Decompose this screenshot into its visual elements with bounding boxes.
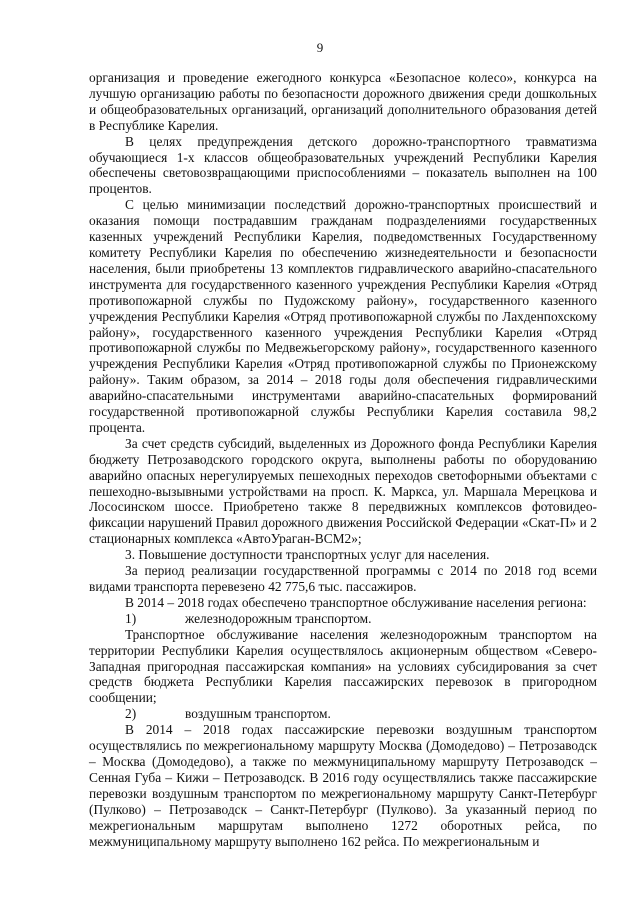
paragraph-continuation: организация и проведение ежегодного конкурса «Безопасное колесо», конкурса на лучшую организацию работы по безопасности дорожного движения среди дошкольных и общеобразовательных организаций, организаций дополнительного образования детей в Республике Карелия. <box>89 70 597 133</box>
list-number: 2) <box>125 706 137 722</box>
list-text: воздушным транспортом. <box>185 706 331 722</box>
list-item-air <box>89 706 597 722</box>
paragraph-passengers-total: За период реализации государственной программы с 2014 по 2018 год всеми видами транспорта перевезено 42 775,6 тыс. пассажиров. <box>89 563 597 594</box>
paragraph-traffic-lights: За счет средств субсидий, выделенных из Дорожного фонда Республики Карелия бюджету Петрозаводского городского округа, выполнены работы по оборудованию аварийно опасных нерегулируемых пешеходных переходов светофорными объектами с пешеходно-вызывными устройствами на просп. К. Маркса, ул. Маршала Мерецкова и Лососинском шоссе. Приобретено также 8 передвижных комплексов фотовидео-фиксации нарушений Правил дорожного движения Российской Федерации «Скат-П» и 2 стационарных комплекса «АвтоУраган-ВСМ2»; <box>89 435 597 547</box>
paragraph-air-service: В 2014 – 2018 годах пассажирские перевозки воздушным транспортом осуществлялись по межрегиональному маршруту Москва (Домодедово) – Петрозаводск – Москва (Домодедово), а также по межмуниципальному маршруту Петрозаводск – Сенная Губа – Кижи – Петрозаводск. В 2016 году осуществлялись также пассажирские перевозки воздушным транспортом по межрегиональному маршруту Санкт-Петербург (Пулково) – Петрозаводск – Санкт-Петербург (Пулково). За указанный период по межрегиональным маршрутам выполнено 1272 оборотных рейса, по межмуниципальному маршруту выполнено 162 рейса. По межрегиональным и <box>89 722 597 849</box>
list-number: 1) <box>125 610 137 626</box>
page-number: 9 <box>316 40 324 55</box>
paragraph-section-heading: 3. Повышение доступности транспортных услуг для населения. <box>125 547 490 563</box>
list-item-railway <box>89 611 597 627</box>
paragraph-light-reflectors: В целях предупреждения детского дорожно-транспортного травматизма обучающиеся 1-х классов общеобразовательных учреждений Республики Карелия обеспечены световозвращающими приспособлениями – показатель выполнен на 100 процентов. <box>89 133 597 197</box>
document-body <box>89 70 597 849</box>
paragraph-railway-service: Транспортное обслуживание населения железнодорожным транспортом на территории Республики Карелия осуществлялось акционерным обществом «Северо-Западная пригородная пассажирская компания» на условиях субсидирования за счет средств бюджета Республики Карелия пассажирских перевозок в пригородном сообщении; <box>89 626 597 706</box>
list-text: железнодорожным транспортом. <box>185 610 372 626</box>
paragraph-transport-service: В 2014 – 2018 годах обеспечено транспортное обслуживание населения региона: <box>125 594 587 610</box>
paragraph-rescue-equipment: С целью минимизации последствий дорожно-транспортных происшествий и оказания помощи пострадавшим гражданам подразделениями государственных казенных учреждений Республики Карелия, подведомственных Государственному комитету Республики Карелия по обеспечению жизнедеятельности и безопасности населения, были приобретены 13 комплектов гидравлического аварийно-спасательного инструмента для государственного казенного учреждения Республики Карелия «Отряд противопожарной службы по Пудожскому району», государственного казенного учреждения Республики Карелия «Отряд противопожарной службы по Лахденпохскому району», государственного казенного учреждения Республики Карелия «Отряд противопожарной службы по Медвежьегорскому району», государственного казенного учреждения Республики Карелия «Отряд противопожарной службы по Прионежскому району». Таким образом, за 2014 – 2018 годы доля обеспечения гидравлическими аварийно-спасательными инструментами аварийно-спасательных формирований государственной противопожарной службы Республики Карелия составила 98,2 процента. <box>89 197 597 435</box>
